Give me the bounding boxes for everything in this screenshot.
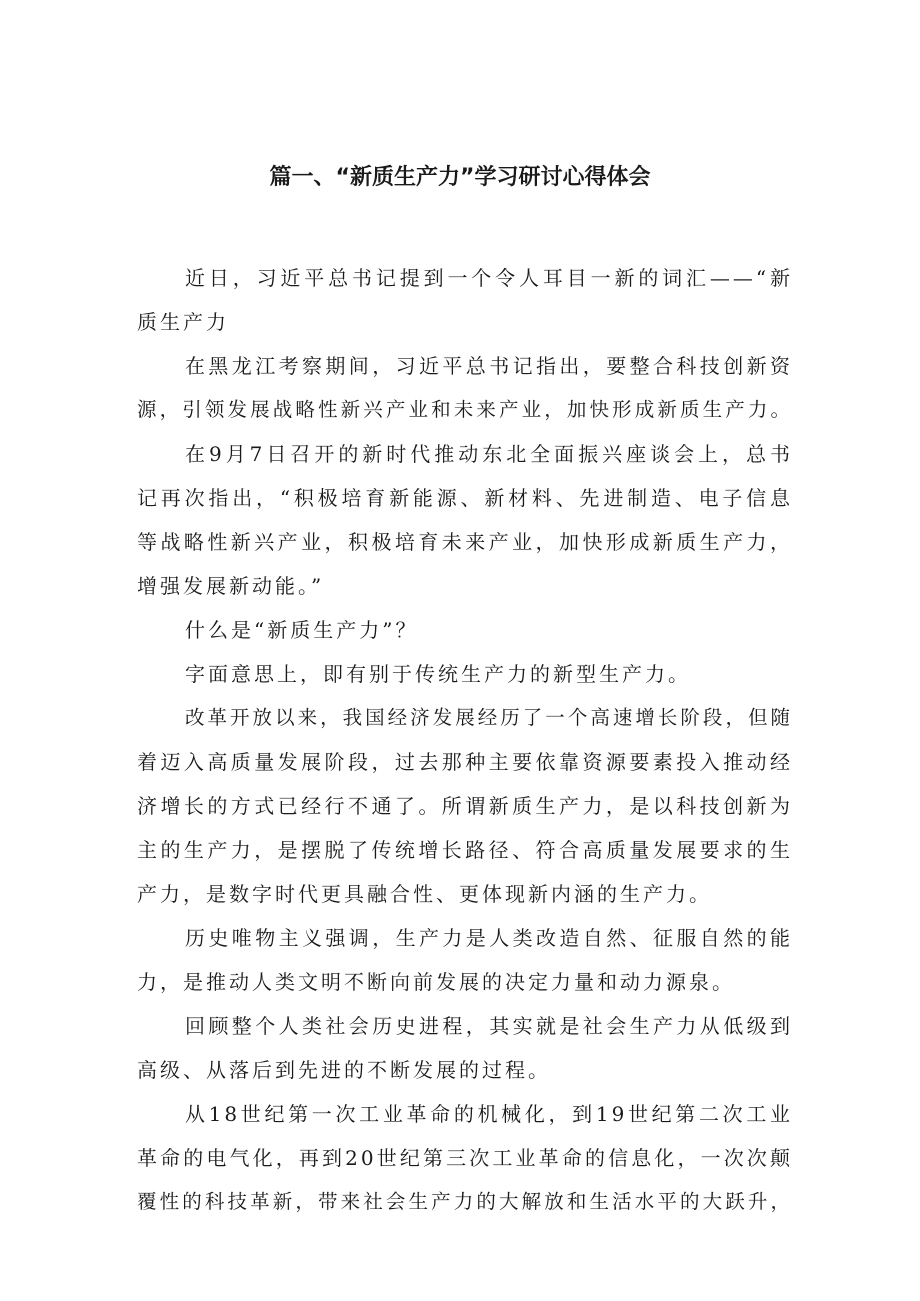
paragraph-line: 力，是推动人类文明不断向前发展的决定力量和动力源泉。 <box>137 970 735 994</box>
paragraph-line: 记再次指出，“积极培育新能源、新材料、先进制造、电子信息 <box>137 486 793 510</box>
paragraph-line: 源，引领发展战略性新兴产业和未来产业，加快形成新质生产力。 <box>137 398 793 421</box>
paragraph-line: 什么是“新质生产力”？ <box>185 618 419 642</box>
paragraph-line: 质生产力 <box>137 310 229 334</box>
paragraph-line: 增强发展新动能。” <box>137 574 325 598</box>
paragraph-line: 改革开放以来，我国经济发展经历了一个高速增长阶段，但随 <box>185 706 793 729</box>
document-body <box>137 256 793 1224</box>
paragraph-line: 历史唯物主义强调，生产力是人类改造自然、征服自然的能 <box>185 926 793 950</box>
paragraph-line: 主的生产力，是摆脱了传统增长路径、符合高质量发展要求的生 <box>137 838 793 862</box>
paragraph-line: 字面意思上，即有别于传统生产力的新型生产力。 <box>185 662 691 686</box>
paragraph-line: 高级、从落后到先进的不断发展的过程。 <box>137 1058 551 1082</box>
paragraph-line: 在黑龙江考察期间，习近平总书记指出，要整合科技创新资 <box>185 354 793 378</box>
paragraph-line: 革命的电气化，再到20世纪第三次工业革命的信息化，一次次颠 <box>137 1146 793 1170</box>
paragraph-line: 着迈入高质量发展阶段，过去那种主要依靠资源要素投入推动经 <box>137 750 793 774</box>
paragraph-line: 从18世纪第一次工业革命的机械化，到19世纪第二次工业 <box>185 1102 793 1126</box>
paragraph-line: 在9月7日召开的新时代推动东北全面振兴座谈会上，总书 <box>185 442 793 466</box>
paragraph-line: 覆性的科技革新，带来社会生产力的大解放和生活水平的大跃升， <box>137 1190 793 1213</box>
paragraph-line: 济增长的方式已经行不通了。所谓新质生产力，是以科技创新为 <box>137 794 793 818</box>
document-title: 篇一、“新质生产力”学习研讨心得体会 <box>269 165 651 190</box>
paragraph-line: 近日，习近平总书记提到一个令人耳目一新的词汇——“新 <box>185 266 793 290</box>
paragraph-line: 产力，是数字时代更具融合性、更体现新内涵的生产力。 <box>137 882 712 906</box>
paragraph-line: 等战略性新兴产业，积极培育未来产业，加快形成新质生产力， <box>137 530 793 554</box>
paragraph-line: 回顾整个人类社会历史进程，其实就是社会生产力从低级到 <box>185 1014 793 1038</box>
